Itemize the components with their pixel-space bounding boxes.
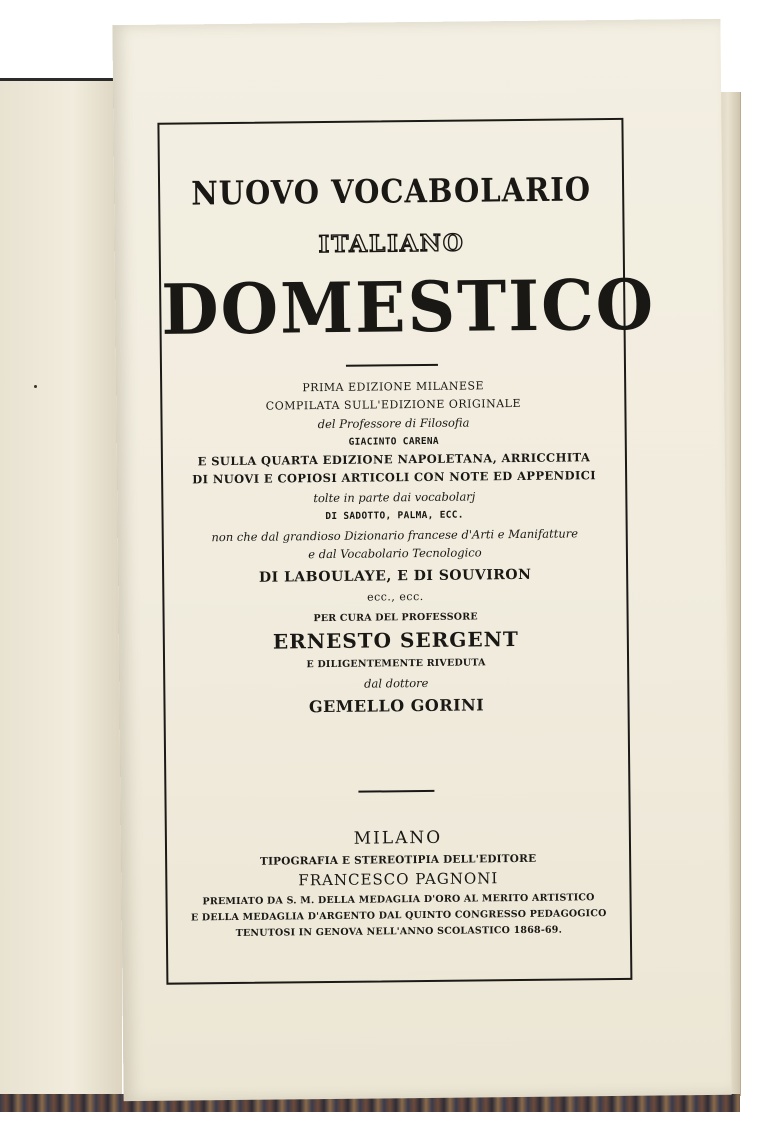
care-of-line: PER CURA DEL PROFESSORE [313, 611, 478, 625]
title-page-border [157, 118, 656, 985]
award-line-3: TENUTOSI IN GENOVA NELL'ANNO SCOLASTICO 1868-69. [235, 924, 563, 939]
laboulaye-line: DI LABOULAYE, E DI SOUVIRON [258, 566, 532, 586]
award-line-1: PREMIATO DA S. M. DELLA MEDAGLIA D'ORO AL MERITO ARTISTICO [202, 892, 595, 908]
edition-line: PRIMA EDIZIONE MILANESE [302, 379, 485, 395]
napoletana-line: E SULLA QUARTA EDIZIONE NAPOLETANA, ARRICCHITA [197, 450, 591, 469]
printer-line: TIPOGRAFIA E STEREOTIPIA DELL'EDITORE [259, 852, 537, 868]
title-line-2: ITALIANO [318, 229, 465, 259]
title-page [112, 19, 731, 1101]
left-page [0, 78, 122, 1101]
professor-line: del Professore di Filosofia [317, 415, 470, 432]
publisher-name: FRANCESCO PAGNONI [298, 869, 499, 890]
articles-line: DI NUOVI E COPIOSI ARTICOLI CON NOTE ED APPENDICI [192, 468, 597, 487]
french-dict-line: non che dal grandioso Dizionario francese d'Arti e Manifatture [211, 526, 579, 545]
compiled-line: COMPILATA SULL'EDIZIONE ORIGINALE [265, 396, 522, 413]
reviser-name: GEMELLO GORINI [308, 695, 485, 717]
title-line-1: NUOVO VOCABOLARIO [191, 170, 592, 213]
by-doctor-line: dal dottore [364, 675, 429, 691]
paper-speck [34, 385, 37, 388]
tech-vocab-line: e dal Vocabolario Tecnologico [308, 545, 482, 562]
award-line-2: E DELLA MEDAGLIA D'ARGENTO DAL QUINTO CONGRESSO PEDAGOGICO [190, 908, 607, 924]
title-main: DOMESTICO [160, 263, 656, 351]
ecc-line: ecc., ecc. [366, 589, 424, 604]
original-author: GIACINTO CARENA [348, 435, 439, 448]
city: MILANO [353, 827, 443, 849]
revised-line: E DILIGENTEMENTE RIVEDUTA [306, 657, 486, 671]
divider-rule [346, 364, 438, 367]
taken-from-line: tolte in parte dai vocabolarj [313, 489, 476, 506]
vocab-authors: DI SADOTTO, PALMA, ECC. [325, 509, 464, 523]
editor-name: ERNESTO SERGENT [272, 626, 519, 654]
divider-rule-2 [358, 790, 434, 793]
